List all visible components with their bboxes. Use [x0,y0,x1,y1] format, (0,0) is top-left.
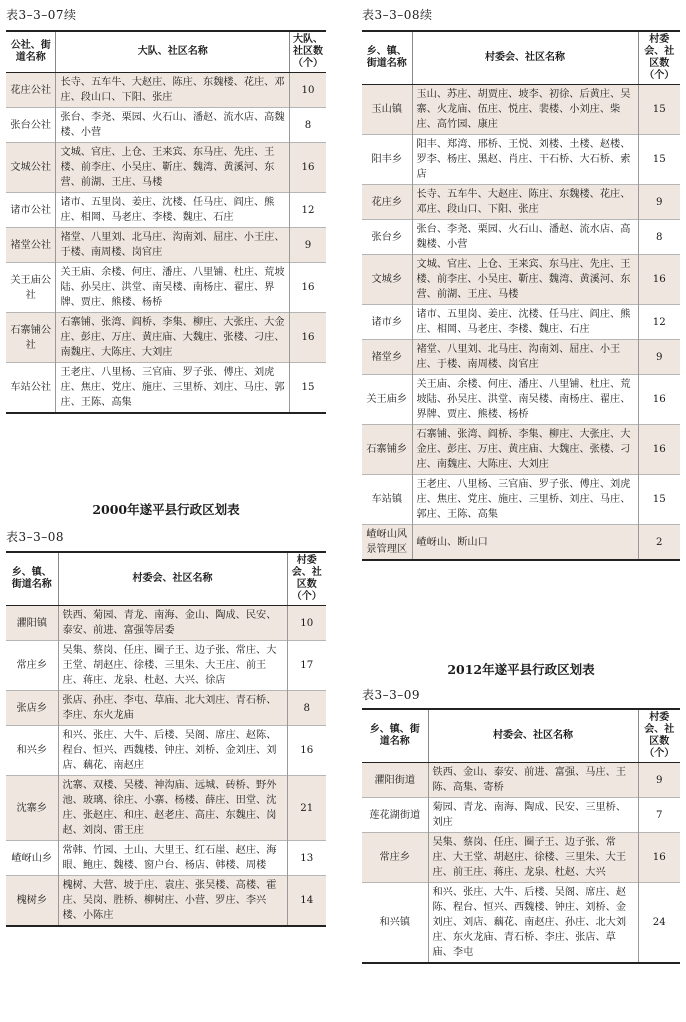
header-township: 乡、镇、街道名称 [6,552,58,606]
cell-village-names: 张台、李尧、栗园、火石山、潘赵、流水店、高魏楼、小营 [412,220,638,255]
table-row [362,185,680,220]
cell-township: 车站镇 [362,475,412,525]
cell-village-names: 王老庄、八里杨、三官庙、罗子张、傅庄、刘虎庄、焦庄、党庄、施庄、三里桥、刘庄、马庄、郭庄、王陈、高集 [412,475,638,525]
cell-count: 16 [289,143,326,193]
cell-village-names: 铁西、菊园、青龙、南海、金山、陶成、民安、泰安、前进、富强等居委 [58,606,287,641]
table-row [6,143,326,193]
table-header-row [362,709,680,763]
table-row [6,263,326,313]
header-count: 村委会、社区数（个） [287,552,326,606]
table-row [6,606,326,641]
table-row [362,833,680,883]
table-row [6,726,326,776]
table-row [6,876,326,927]
table-row [362,525,680,561]
table-0309 [362,708,680,964]
table-row [362,475,680,525]
cell-count: 16 [638,425,680,475]
header-village-names: 大队、社区名称 [56,31,290,73]
cell-township: 灈阳镇 [6,606,58,641]
cell-count: 16 [638,375,680,425]
header-count: 村委会、社区数（个） [638,709,680,763]
cell-village-names: 吴集、蔡岗、任庄、圈子王、边子张、常庄、大王堂、胡赵庄、徐楼、三里朱、大王庄、前王庄、蒋庄、龙泉、杜赵、大兴、徐店 [58,641,287,691]
cell-village-names: 菊园、青龙、南海、陶成、民安、三里桥、刘庄 [428,798,638,833]
cell-township: 花庄公社 [6,73,56,108]
cell-count: 21 [287,776,326,841]
cell-township: 文城公社 [6,143,56,193]
cell-township: 沈寨乡 [6,776,58,841]
cell-count: 24 [638,883,680,964]
cell-village-names: 和兴、张庄、大牛、后楼、吴阁、席庄、赵陈、程台、恒兴、西魏楼、钟庄、刘桥、金刘庄、刘店、藕花、南赵庄 [58,726,287,776]
cell-count: 16 [289,263,326,313]
header-township: 乡、镇、街道名称 [362,709,428,763]
table-label-0308-continued: 表3–3–08续 [362,8,433,22]
cell-township: 张台公社 [6,108,56,143]
cell-count: 12 [289,193,326,228]
cell-village-names: 常韩、竹园、土山、大里王、红石崖、赵庄、海眼、鲍庄、魏楼、窗户台、杨店、韩楼、周楼 [58,841,287,876]
table-row [6,313,326,363]
cell-village-names: 石寨铺、张湾、阎桥、李集、柳庄、大张庄、大金庄、彭庄、万庄、黄庄庙、大魏庄、张楼、刁庄、南魏庄、大陈庄、大刘庄 [56,313,290,363]
table-row [6,641,326,691]
table-row [362,85,680,135]
cell-count: 15 [289,363,326,414]
section-title-2012: 2012年遂平县行政区划表 [447,662,595,677]
cell-count: 15 [638,135,680,185]
cell-township: 车站公社 [6,363,56,414]
table-row [362,763,680,798]
table-row [362,798,680,833]
cell-count: 16 [287,726,326,776]
cell-count: 15 [638,85,680,135]
table-row [6,108,326,143]
table-label-0308: 表3–3–08 [6,530,65,544]
table-row [6,691,326,726]
table-row [6,841,326,876]
cell-village-names: 嵖岈山、断山口 [412,525,638,561]
table-0308-continued [362,30,680,561]
header-count: 村委会、社区数（个） [638,31,680,85]
header-village-names: 村委会、社区名称 [428,709,638,763]
cell-township: 诸市公社 [6,193,56,228]
cell-count: 8 [638,220,680,255]
cell-village-names: 文城、官庄、上仓、王来宾、东马庄、先庄、王楼、前李庄、小吴庄、靳庄、魏湾、黄溪河、东营、前湖、王庄、马楼 [56,143,290,193]
cell-township: 关王庙公社 [6,263,56,313]
cell-village-names: 王老庄、八里杨、三官庙、罗子张、傅庄、刘虎庄、焦庄、党庄、施庄、三里桥、刘庄、马庄、郭庄、王陈、高集 [56,363,290,414]
header-township: 乡、镇、街道名称 [362,31,412,85]
cell-township: 石寨铺公社 [6,313,56,363]
table-row [362,305,680,340]
cell-village-names: 关王庙、余楼、何庄、潘庄、八里铺、杜庄、荒坡陆、孙吴庄、洪堂、南吴楼、南杨庄、翟庄、界牌、贾庄、熊楼、杨桥 [412,375,638,425]
cell-village-names: 长寺、五车牛、大赵庄、陈庄、东魏楼、花庄、邓庄、段山口、下阳、张庄 [412,185,638,220]
cell-count: 16 [638,833,680,883]
cell-count: 12 [638,305,680,340]
header-township: 公社、街道名称 [6,31,56,73]
cell-township: 阳丰乡 [362,135,412,185]
cell-count: 13 [287,841,326,876]
cell-village-names: 褚堂、八里刘、北马庄、沟南刘、屈庄、小王庄、于楼、南周楼、岗官庄 [56,228,290,263]
cell-count: 17 [287,641,326,691]
table-label-0309: 表3–3–09 [362,688,421,702]
cell-township: 褚堂公社 [6,228,56,263]
table-header-row [362,31,680,85]
cell-village-names: 张店、孙庄、李屯、草庙、北大刘庄、青石桥、李庄、东火龙庙 [58,691,287,726]
table-0307-continued [6,30,326,414]
cell-village-names: 长寺、五车牛、大赵庄、陈庄、东魏楼、花庄、邓庄、段山口、下阳、张庄 [56,73,290,108]
header-village-names: 村委会、社区名称 [58,552,287,606]
cell-township: 张台乡 [362,220,412,255]
table-row [362,375,680,425]
table-header-row [6,31,326,73]
cell-village-names: 诸市、五里岗、姜庄、沈楼、任马庄、阎庄、熊庄、相岡、马老庄、李楼、魏庄、石庄 [412,305,638,340]
cell-count: 8 [287,691,326,726]
cell-count: 2 [638,525,680,561]
cell-count: 15 [638,475,680,525]
table-row [362,255,680,305]
table-0308 [6,551,326,927]
cell-village-names: 玉山、苏庄、胡贾庄、坡李、初徐、后黄庄、吴寨、火龙庙、伍庄、悦庄、裴楼、小刘庄、柴庄、高竹园、康庄 [412,85,638,135]
table-label-0307: 表3–3–07续 [6,8,77,22]
cell-count: 9 [638,185,680,220]
cell-village-names: 沈寨、双楼、吴楼、神沟庙、远城、砖桥、野外池、玻璃、徐庄、小寨、杨楼、薛庄、田堂、沈庄、张赵庄、和庄、赵老庄、高庄、东魏庄、岗赵、刘岗、雷王庄 [58,776,287,841]
cell-township: 花庄乡 [362,185,412,220]
table-row [6,776,326,841]
cell-count: 7 [638,798,680,833]
cell-village-names: 诸市、五里岗、姜庄、沈楼、任马庄、阎庄、熊庄、相岡、马老庄、李楼、魏庄、石庄 [56,193,290,228]
cell-village-names: 铁西、金山、泰安、前进、富强、马庄、王陈、高集、寄桥 [428,763,638,798]
cell-village-names: 槐树、大营、坡于庄、袁庄、张吴楼、高楼、霍庄、吴岗、胜桥、柳树庄、小营、罗庄、李兴楼、小陈庄 [58,876,287,927]
cell-count: 10 [289,73,326,108]
cell-township: 诸市乡 [362,305,412,340]
cell-count: 9 [638,340,680,375]
cell-count: 16 [638,255,680,305]
cell-township: 灈阳街道 [362,763,428,798]
table-row [362,425,680,475]
table-row [362,135,680,185]
cell-township: 玉山镇 [362,85,412,135]
cell-village-names: 褚堂、八里刘、北马庄、沟南刘、屈庄、小王庄、于楼、南周楼、岗官庄 [412,340,638,375]
table-row [362,883,680,964]
cell-village-names: 石寨铺、张湾、阎桥、李集、柳庄、大张庄、大金庄、彭庄、万庄、黄庄庙、大魏庄、张楼、刁庄、南魏庄、大陈庄、大刘庄 [412,425,638,475]
cell-village-names: 张台、李尧、栗园、火石山、潘赵、流水店、高魏楼、小营 [56,108,290,143]
cell-township: 褚堂乡 [362,340,412,375]
cell-township: 嵖岈山乡 [6,841,58,876]
cell-village-names: 吴集、蔡岗、任庄、圈子王、边子张、常庄、大王堂、胡赵庄、徐楼、三里朱、大王庄、前王庄、蒋庄、龙泉、杜赵、大兴 [428,833,638,883]
cell-township: 莲花湖街道 [362,798,428,833]
table-header-row [6,552,326,606]
cell-count: 9 [638,763,680,798]
cell-township: 文城乡 [362,255,412,305]
cell-township: 常庄乡 [6,641,58,691]
cell-village-names: 阳丰、郑湾、邢桥、王悦、刘楼、土楼、赵楼、罗李、杨庄、黑赵、肖庄、干石桥、大石桥、索店 [412,135,638,185]
cell-count: 16 [289,313,326,363]
cell-township: 嵖岈山风景管理区 [362,525,412,561]
table-row [6,363,326,414]
cell-township: 槐树乡 [6,876,58,927]
cell-count: 8 [289,108,326,143]
table-row [6,228,326,263]
cell-township: 和兴镇 [362,883,428,964]
cell-township: 张店乡 [6,691,58,726]
cell-village-names: 文城、官庄、上仓、王来宾、东马庄、先庄、王楼、前李庄、小吴庄、靳庄、魏湾、黄溪河、东营、前湖、王庄、马楼 [412,255,638,305]
table-row [6,73,326,108]
cell-village-names: 和兴、张庄、大牛、后楼、吴阁、席庄、赵陈、程台、恒兴、西魏楼、钟庄、刘桥、金刘庄、刘店、藕花、南赵庄、孙庄、北大刘庄、东火龙庙、青石桥、李庄、张店、草庙、李屯 [428,883,638,964]
header-village-names: 村委会、社区名称 [412,31,638,85]
cell-count: 10 [287,606,326,641]
header-count: 大队、社区数（个） [289,31,326,73]
table-row [6,193,326,228]
section-title-2000: 2000年遂平县行政区划表 [92,502,240,517]
cell-village-names: 关王庙、余楼、何庄、潘庄、八里铺、杜庄、荒坡陆、孙吴庄、洪堂、南吴楼、南杨庄、翟庄、界牌、贾庄、熊楼、杨桥 [56,263,290,313]
cell-township: 常庄乡 [362,833,428,883]
cell-township: 和兴乡 [6,726,58,776]
cell-township: 关王庙乡 [362,375,412,425]
table-row [362,340,680,375]
table-row [362,220,680,255]
cell-count: 9 [289,228,326,263]
cell-count: 14 [287,876,326,927]
cell-township: 石寨铺乡 [362,425,412,475]
